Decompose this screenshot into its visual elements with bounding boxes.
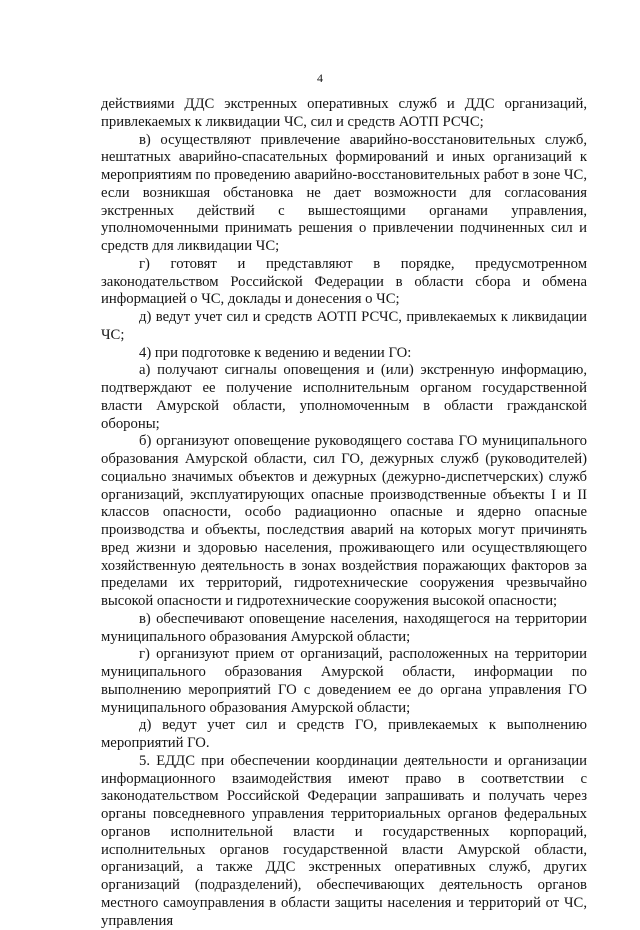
paragraph-v-alert-population: в) обеспечивают оповещение населения, находящегося на территории муниципального образования Амурской области; bbox=[101, 610, 587, 645]
paragraph-d-account-forces: д) ведут учет сил и средств АОТП РСЧС, привлекаемых к ликвидации ЧС; bbox=[101, 309, 587, 343]
paragraph-d-account-go-forces: д) ведут учет сил и средств ГО, привлекаемых к выполнению мероприятий ГО. bbox=[101, 717, 587, 751]
paragraph-5-edds-rights: 5. ЕДДС при обеспечении координации деятельности и организации информационного взаимодействия имеют право в соответствии с законодательством Российской Федерации запрашивать и получать через органы повседневного управления территориальных органов федеральных органов исполнительной власти и государственных корпораций, исполнительных органов государственной власти Амурской области, организаций, а также ДДС экстренных оперативных служб, других организаций (подразделений), обеспечивающих деятельность органов местного самоуправления в области защиты населения и территорий от ЧС, управления bbox=[101, 752, 587, 929]
paragraph-g-prepare-reports: г) готовят и представляют в порядке, предусмотренном законодательством Российской Федерации в области сбора и обмена информацией о ЧС, доклады и донесения о ЧС; bbox=[101, 255, 587, 308]
paragraph-continuation-dds-actions: действиями ДДС экстренных оперативных служб и ДДС организаций, привлекаемых к ликвидации ЧС, сил и средств АОТП РСЧС; bbox=[101, 96, 587, 130]
paragraph-b-organize-alerting: б) организуют оповещение руководящего состава ГО муниципального образования Амурской области, сил ГО, дежурных служб (руководителей) социально значимых объектов и дежурных (дежурно-диспетчерских) служб организаций, эксплуатирующих опасные производственные объекты I и II классов опасности, особо радиационно опасные и ядерно опасные производства и объекты, последствия аварий на которых могут причинять вред жизни и здоровью населения, проживающего или осуществляющего хозяйственную деятельность в зонах воздействия поражающих факторов за пределами их территорий, гидротехнические сооружения чрезвычайно высокой опасности и гидротехнические сооружения высокой опасности; bbox=[101, 433, 587, 609]
paragraph-g-receive-information: г) организуют прием от организаций, расположенных на территории муниципального образования Амурской области, информации по выполнению мероприятий ГО с доведением ее до органа управления ГО муниципального образования Амурской области; bbox=[101, 646, 587, 716]
paragraph-v-involve-recovery-services: в) осуществляют привлечение аварийно-восстановительных служб, нештатных аварийно-спасательных формирований и иных организаций к мероприятиям по проведению аварийно-восстановительных работ в зоне ЧС, если возникшая обстановка не дает возможности для согласования экстренных действий с вышестоящими органами управления, уполномоченными принимать решения о привлечении подчиненных сил и средств для ликвидации ЧС; bbox=[101, 131, 587, 254]
paragraph-4-civil-defense: 4) при подготовке к ведению и ведении ГО: bbox=[139, 344, 412, 361]
paragraph-a-receive-signals: а) получают сигналы оповещения и (или) экстренную информацию, подтверждают ее получение исполнительным органом государственной власти Амурской области, уполномоченным в области гражданской обороны; bbox=[101, 362, 587, 432]
page-number: 4 bbox=[317, 71, 323, 85]
document-body bbox=[101, 96, 587, 930]
